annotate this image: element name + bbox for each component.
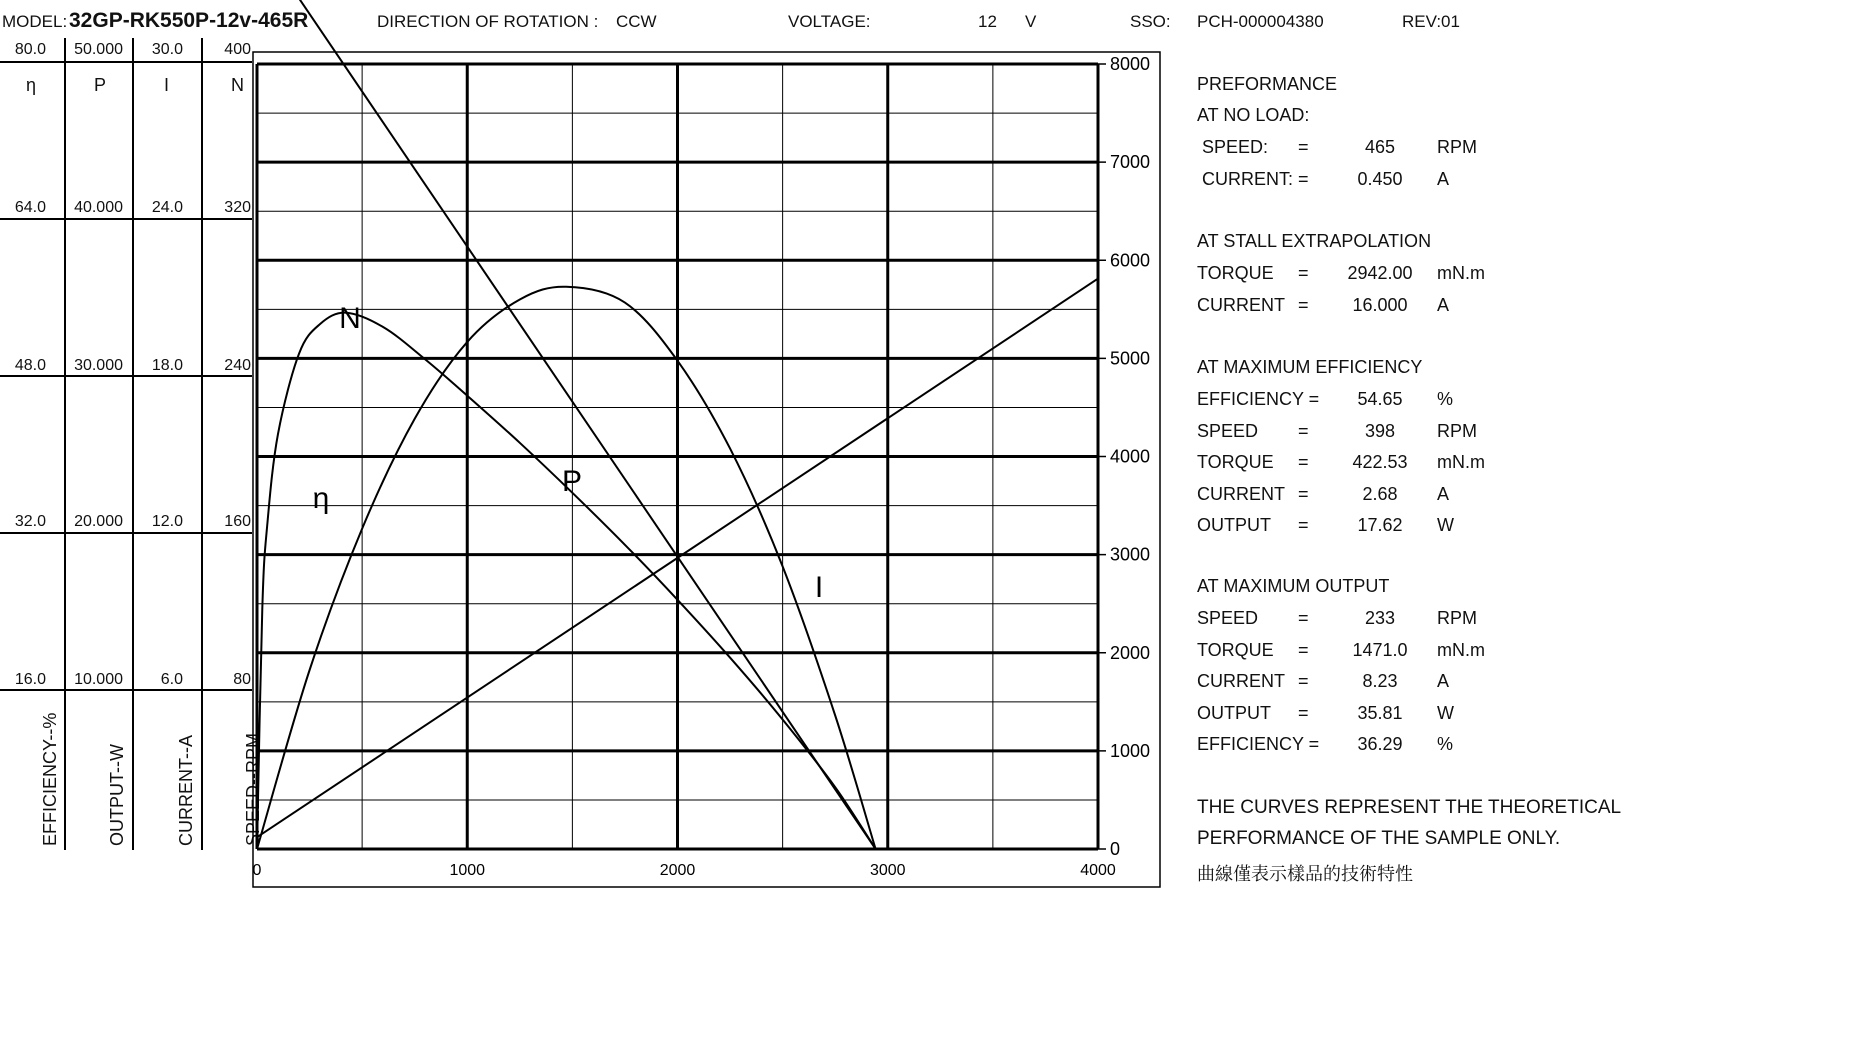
spec-cell: =	[1298, 702, 1309, 723]
spec-cell: W	[1437, 515, 1454, 535]
spec-cell: A	[1437, 168, 1450, 189]
spec-cell: =	[1298, 294, 1309, 315]
spec-cell: TORQUE	[1197, 263, 1274, 283]
left-tick-label: 50.000	[74, 41, 123, 58]
spec-cell: EFFICIENCY =	[1197, 734, 1320, 754]
spec-cell: CURRENT	[1197, 671, 1285, 691]
p-symbol: P	[94, 75, 107, 95]
spec-cell: mN.m	[1437, 263, 1485, 283]
spec-cell: 16.000	[1352, 294, 1408, 315]
spec-cell: 36.29	[1357, 734, 1403, 754]
spec-cell: RPM	[1437, 608, 1477, 628]
spec-cell: 398	[1364, 420, 1396, 441]
note-line-1: THE CURVES REPRESENT THE THEORETICAL	[1197, 797, 1622, 818]
rotation-label: DIRECTION OF ROTATION :	[377, 12, 599, 31]
spec-cell: =	[1298, 420, 1309, 441]
spec-cell: A	[1437, 294, 1450, 315]
spec-cell: RPM	[1437, 420, 1477, 441]
spec-cell: 17.62	[1357, 515, 1403, 535]
efficiency-axis-title: EFFICIENCY--%	[40, 712, 60, 846]
output-axis-title: OUTPUT--W	[107, 744, 127, 846]
spec-cell: EFFICIENCY =	[1197, 389, 1320, 409]
max-eff-title: AT MAXIMUM EFFICIENCY	[1197, 357, 1423, 377]
voltage-label: VOLTAGE:	[788, 12, 871, 31]
x-tick-label: 3000	[869, 862, 906, 879]
right-tick-label: 5000	[1110, 348, 1151, 369]
left-tick-label: 6.0	[160, 671, 183, 688]
right-tick-label: 1000	[1110, 740, 1151, 761]
left-tick-label: 12.0	[151, 513, 183, 530]
eta-symbol: η	[26, 75, 37, 95]
spec-cell: TORQUE	[1197, 452, 1274, 472]
voltage-unit: V	[1025, 12, 1037, 31]
i-symbol: I	[164, 75, 170, 95]
spec-cell: 233	[1364, 608, 1396, 628]
spec-cell: 422.53	[1352, 452, 1408, 472]
spec-cell: =	[1298, 137, 1309, 157]
spec-cell: =	[1298, 639, 1309, 660]
panel-heading: PREFORMANCE	[1197, 74, 1338, 94]
left-tick-label: 160	[224, 513, 251, 530]
right-tick-label: 2000	[1110, 642, 1151, 663]
left-tick-label: 40.000	[74, 199, 123, 216]
left-tick-label: 16.0	[14, 671, 46, 688]
spec-cell: SPEED	[1197, 608, 1259, 628]
right-tick-label: 6000	[1110, 250, 1151, 271]
voltage-value: 12	[978, 12, 997, 31]
model-label: MODEL:	[2, 12, 68, 31]
spec-cell: OUTPUT	[1197, 702, 1271, 723]
spec-cell: TORQUE	[1197, 639, 1274, 660]
right-tick-label: 8000	[1110, 54, 1151, 74]
spec-cell: =	[1298, 483, 1309, 504]
left-tick-label: 10.000	[74, 671, 123, 688]
spec-cell: 2.68	[1362, 483, 1398, 504]
spec-cell: CURRENT	[1197, 483, 1285, 504]
left-tick-label: 80.0	[14, 41, 46, 58]
series-label: I	[814, 571, 824, 604]
spec-cell: A	[1437, 483, 1450, 504]
speed-axis-title: SPEED--RPM	[243, 732, 263, 846]
series-label: P	[561, 465, 583, 498]
current-axis-title: CURRENT--A	[176, 735, 196, 846]
stall-title: AT STALL EXTRAPOLATION	[1197, 231, 1432, 251]
spec-cell: SPEED	[1197, 420, 1259, 441]
spec-cell: 8.23	[1362, 671, 1398, 691]
spec-cell: mN.m	[1437, 452, 1485, 472]
right-tick-label: 3000	[1110, 544, 1151, 565]
left-tick-label: 30.0	[151, 41, 183, 58]
left-tick-label: 64.0	[14, 199, 46, 216]
spec-cell: =	[1298, 515, 1309, 535]
spec-cell: mN.m	[1437, 639, 1485, 660]
note-line-2: PERFORMANCE OF THE SAMPLE ONLY.	[1197, 828, 1561, 849]
max-out-title: AT MAXIMUM OUTPUT	[1197, 576, 1390, 596]
x-tick-label: 4000	[1080, 862, 1116, 879]
note-chinese: 曲線僅表示樣品的技術特性	[1197, 864, 1413, 884]
x-tick-label: 2000	[659, 862, 696, 879]
spec-cell: =	[1298, 168, 1309, 189]
spec-cell: CURRENT	[1197, 294, 1285, 315]
left-tick-label: 80	[233, 671, 251, 688]
right-tick-label: 0	[1110, 839, 1121, 859]
spec-cell: 465	[1364, 137, 1396, 157]
left-tick-label: 400	[224, 41, 251, 58]
rotation-value: CCW	[616, 12, 657, 31]
left-tick-label: 24.0	[151, 199, 183, 216]
sso-value: PCH-000004380	[1197, 12, 1324, 31]
series-label: N	[339, 302, 361, 335]
left-tick-label: 18.0	[151, 357, 183, 374]
spec-cell: A	[1437, 671, 1450, 691]
spec-cell: =	[1298, 671, 1309, 691]
spec-cell: 1471.0	[1352, 639, 1408, 660]
left-tick-label: 30.000	[74, 357, 123, 374]
spec-cell: =	[1298, 452, 1309, 472]
series-label: η	[312, 482, 330, 515]
spec-cell: 54.65	[1357, 389, 1403, 409]
spec-cell: 2942.00	[1347, 263, 1413, 283]
spec-cell: OUTPUT	[1197, 515, 1271, 535]
left-tick-label: 240	[224, 357, 251, 374]
revision: REV:01	[1402, 12, 1460, 31]
spec-cell: SPEED:	[1202, 137, 1269, 157]
right-tick-label: 7000	[1110, 152, 1151, 173]
x-tick-label: 0	[252, 862, 262, 879]
left-tick-label: 32.0	[14, 513, 46, 530]
model-value: 32GP-RK550P-12v-465R	[69, 9, 309, 32]
spec-cell: =	[1298, 263, 1309, 283]
spec-cell: 35.81	[1357, 702, 1403, 723]
spec-cell: W	[1437, 702, 1454, 723]
spec-cell: CURRENT:	[1202, 168, 1294, 189]
left-tick-label: 48.0	[14, 357, 46, 374]
spec-cell: RPM	[1437, 137, 1477, 157]
sso-label: SSO:	[1130, 12, 1171, 31]
spec-cell: %	[1437, 734, 1454, 754]
n-symbol: N	[231, 75, 244, 95]
left-tick-label: 20.000	[74, 513, 123, 530]
spec-cell: %	[1437, 389, 1454, 409]
x-tick-label: 1000	[449, 862, 486, 879]
left-tick-label: 320	[224, 199, 251, 216]
right-tick-label: 4000	[1110, 446, 1151, 467]
spec-cell: 0.450	[1357, 168, 1403, 189]
no-load-title: AT NO LOAD:	[1197, 105, 1310, 125]
spec-cell: =	[1298, 608, 1309, 628]
